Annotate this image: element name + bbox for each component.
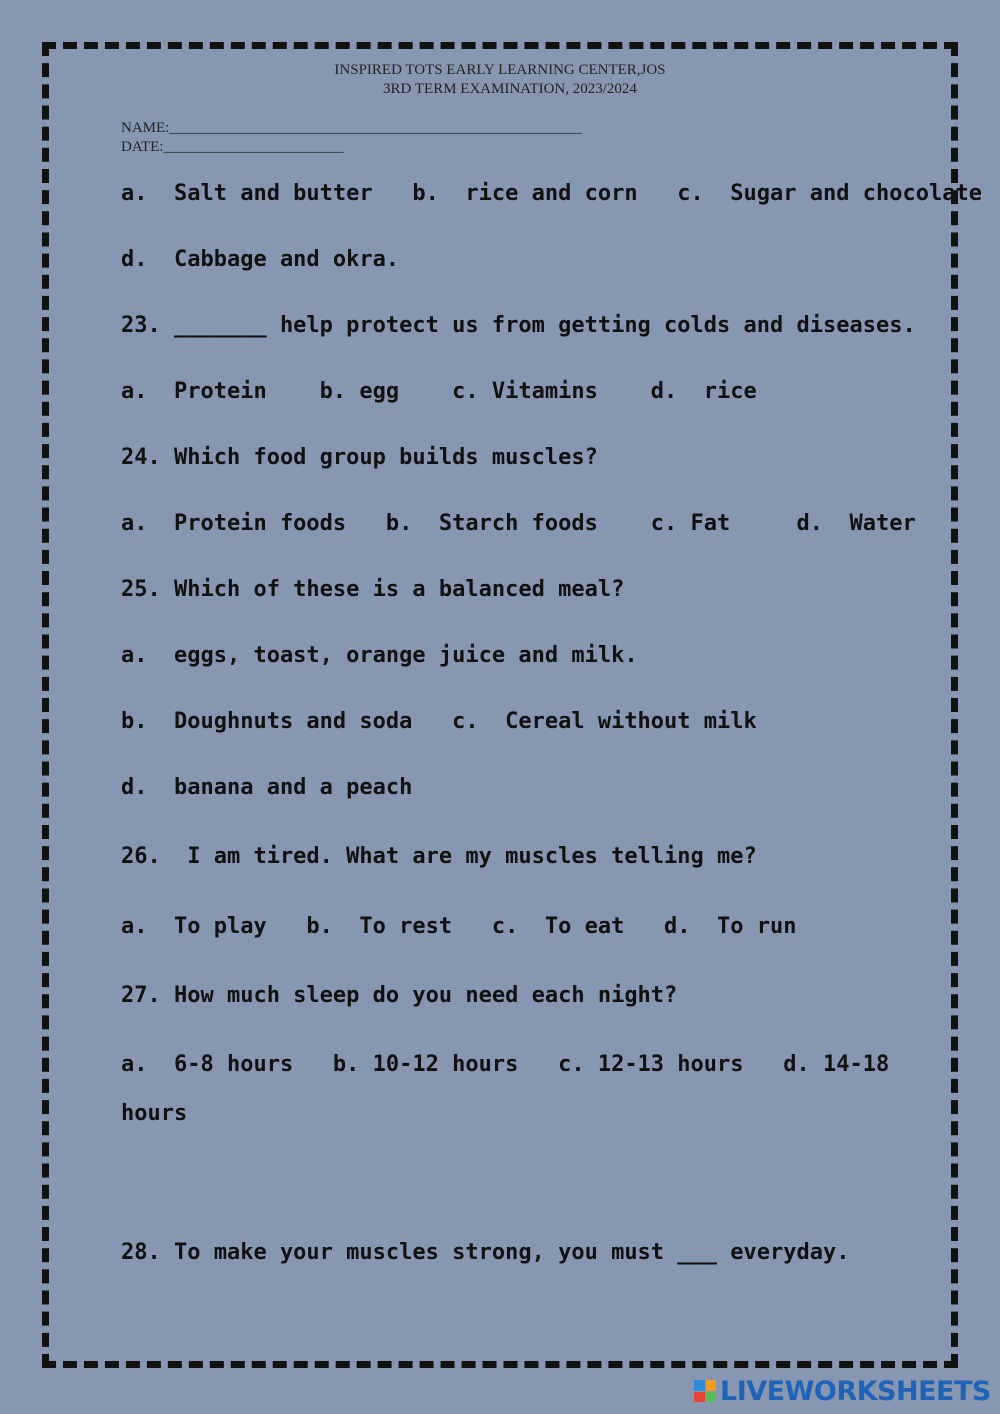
q23-options: a. Protein b. egg c. Vitamins d. rice [121,379,757,404]
q25-option-a: a. eggs, toast, orange juice and milk. [121,643,638,668]
q27-options-continued: hours [121,1101,188,1126]
date-field: DATE:________________________ [121,139,344,155]
question-27: 27. How much sleep do you need each night? [121,983,678,1008]
liveworksheets-watermark [694,1374,991,1408]
question-23: 23. _______ help protect us from getting colds and diseases. [121,313,916,338]
q25-options-bc: b. Doughnuts and soda c. Cereal without milk [121,709,757,734]
q24-options: a. Protein foods b. Starch foods c. Fat d. Water [121,511,916,536]
question-26: 26. I am tired. What are my muscles telling me? [121,844,757,869]
question-25: 25. Which of these is a balanced meal? [121,577,625,602]
question-24: 24. Which food group builds muscles? [121,445,598,470]
question-28: 28. To make your muscles strong, you must ___ everyday. [121,1240,850,1265]
dashed-page-border [42,42,958,1368]
liveworksheets-logo-icon [694,1380,716,1402]
exam-title: 3RD TERM EXAMINATION, 2023/2024 [383,81,637,97]
q22-options-abc: a. Salt and butter b. rice and corn c. Sugar and chocolate [121,181,982,206]
watermark-text: LIVEWORKSHEETS [720,1375,991,1407]
q26-options: a. To play b. To rest c. To eat d. To run [121,914,797,939]
q22-option-d: d. Cabbage and okra. [121,247,400,272]
name-field: NAME:_______________________________________________________ [121,120,582,136]
school-name: INSPIRED TOTS EARLY LEARNING CENTER,JOS [334,62,666,78]
q25-option-d: d. banana and a peach [121,775,413,800]
q27-options: a. 6-8 hours b. 10-12 hours c. 12-13 hours d. 14-18 [121,1052,890,1077]
